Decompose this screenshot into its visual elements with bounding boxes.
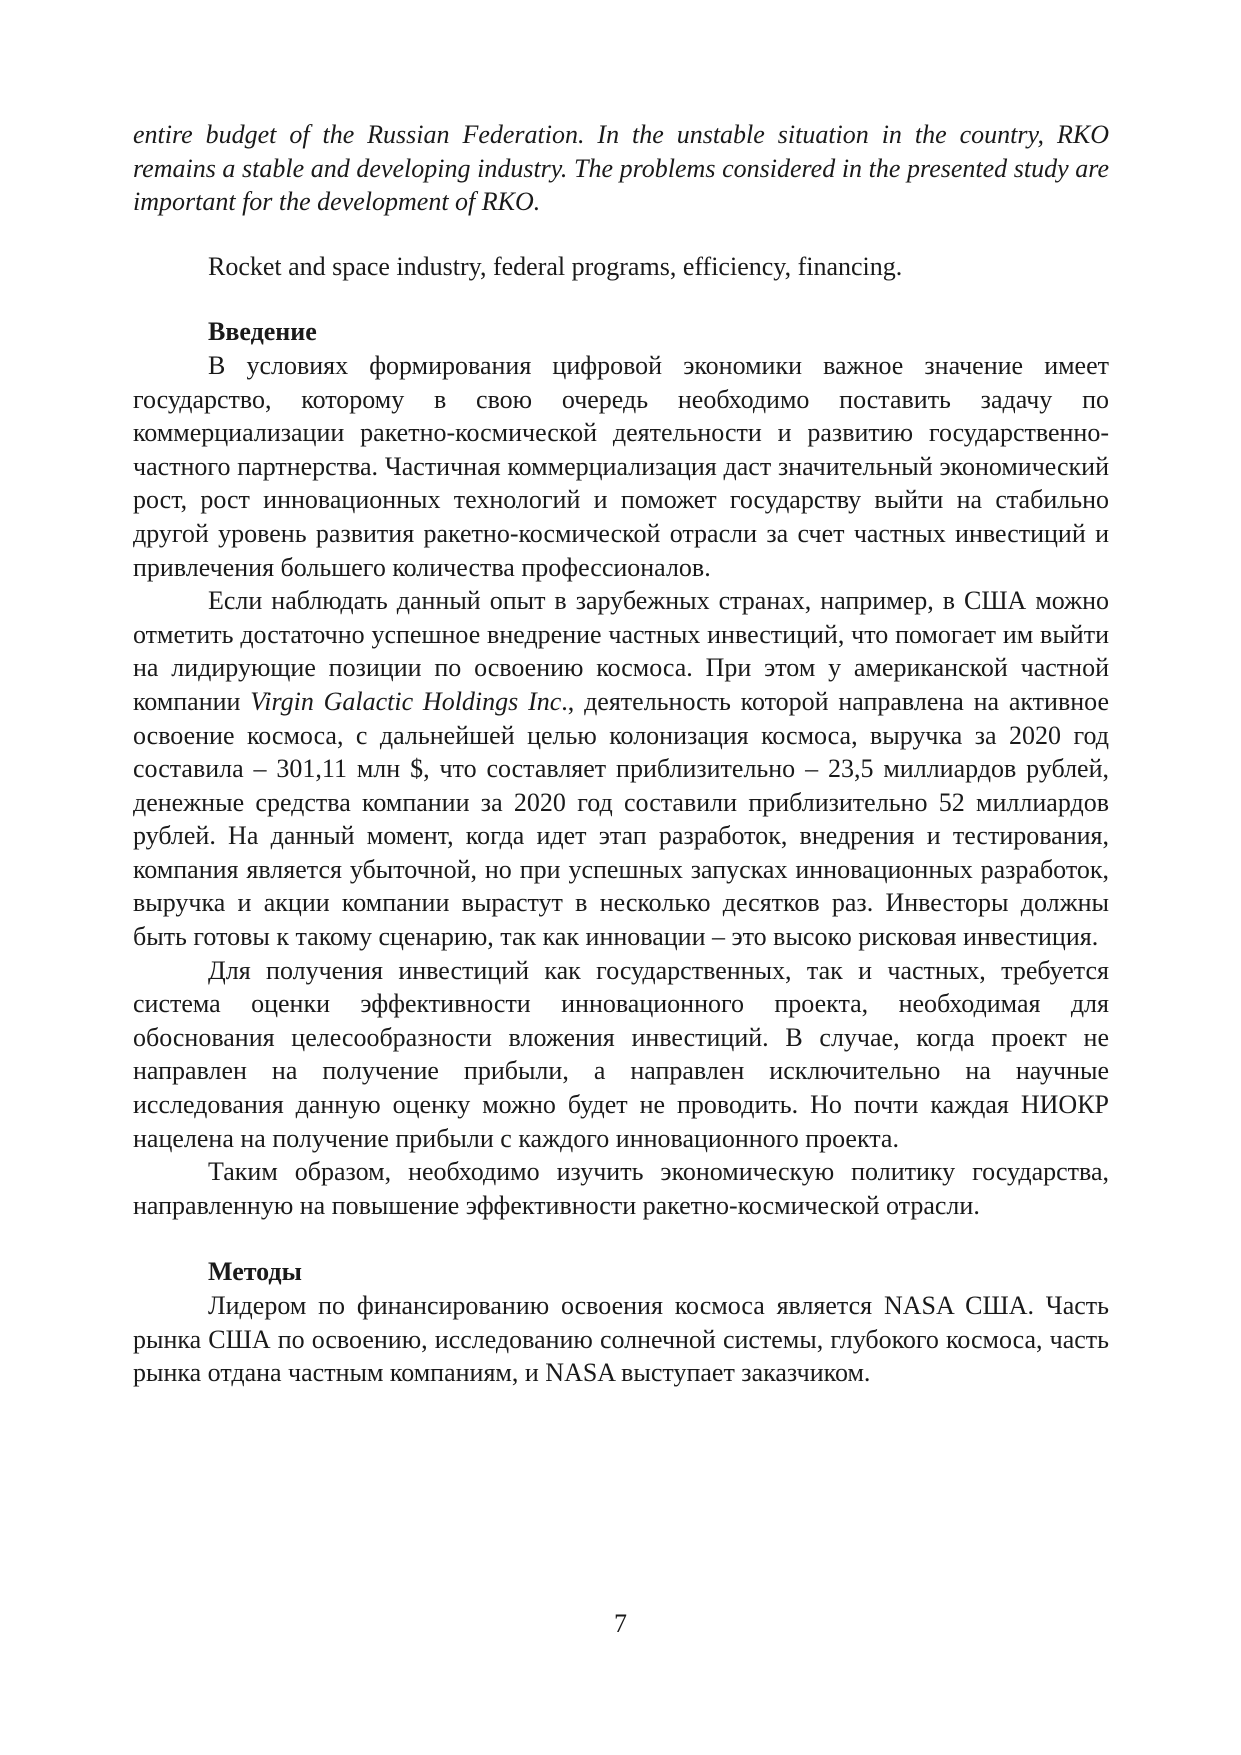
intro-paragraph-2 xyxy=(133,584,1109,954)
intro-paragraph-4: Таким образом, необходимо изучить экономическую политику государства, направленную на повышение эффективности ракетно-космической отрасли. xyxy=(133,1157,1109,1220)
company-name: Virgin Galactic Holdings Inc xyxy=(250,686,562,716)
page-body xyxy=(133,118,1109,1390)
abstract-english: entire budget of the Russian Federation. In the unstable situation in the country, RKO remains a stable and developing industry. The problems considered in the presented study are important for the development of RKO. xyxy=(133,120,1109,217)
methods-paragraph-1: Лидером по финансированию освоения космоса является NASA США. Часть рынка США по освоению, исследованию солнечной системы, глубокого космоса, часть рынка отдана частным компаниям, и NASA выступает заказчиком. xyxy=(133,1291,1109,1388)
intro-paragraph-1: В условиях формирования цифровой экономики важное значение имеет государство, которому в свою очередь необходимо поставить задачу по коммерциализации ракетно-космической деятельности и развитию государственно-частного партнерства. Частичная коммерциализация даст значительный экономический рост, рост инновационных технологий и поможет государству выйти на стабильно другой уровень развития ракетно-космической отрасли за счет частных инвестиций и привлечения большего количества профессионалов. xyxy=(133,350,1109,582)
keywords-english: Rocket and space industry, federal programs, efficiency, financing. xyxy=(208,251,903,281)
heading-methods: Методы xyxy=(208,1257,302,1287)
page-number: 7 xyxy=(614,1609,627,1638)
intro-paragraph-2-end: ., деятельность которой направлена на активное освоение космоса, с дальнейшей целью колонизация космоса, выручка за 2020 год составила – 301,11 млн $, что составляет приблизительно – 23,5 миллиардов рублей, денежные средства компании за 2020 год составили приблизительно 52 миллиардов рублей. На данный момент, когда идет этап разработок, внедрения и тестирования, компания является убыточной, но при успешных запусках инновационных разработок, выручка и акции компании вырастут в несколько десятков раз. Инвесторы должны быть готовы к такому сценарию, так как инновации – это высоко рисковая инвестиция. xyxy=(133,686,1110,952)
intro-paragraph-3: Для получения инвестиций как государственных, так и частных, требуется система оценки эффективности инновационного проекта, необходимая для обоснования целесообразности вложения инвестиций. В случае, когда проект не направлен на получение прибыли, а направлен исключительно на научные исследования данную оценку можно будет не проводить. Но почти каждая НИОКР нацелена на получение прибыли с каждого инновационного проекта. xyxy=(133,955,1109,1153)
heading-introduction: Введение xyxy=(208,317,317,347)
intro-paragraph-2-start: Если наблюдать данный опыт в зарубежных странах, например, в США можно отметить достаточно успешное внедрение частных инвестиций, что помогает им выйти на лидирующие позиции по освоению космоса. При этом у американской частной компании xyxy=(133,586,1109,716)
